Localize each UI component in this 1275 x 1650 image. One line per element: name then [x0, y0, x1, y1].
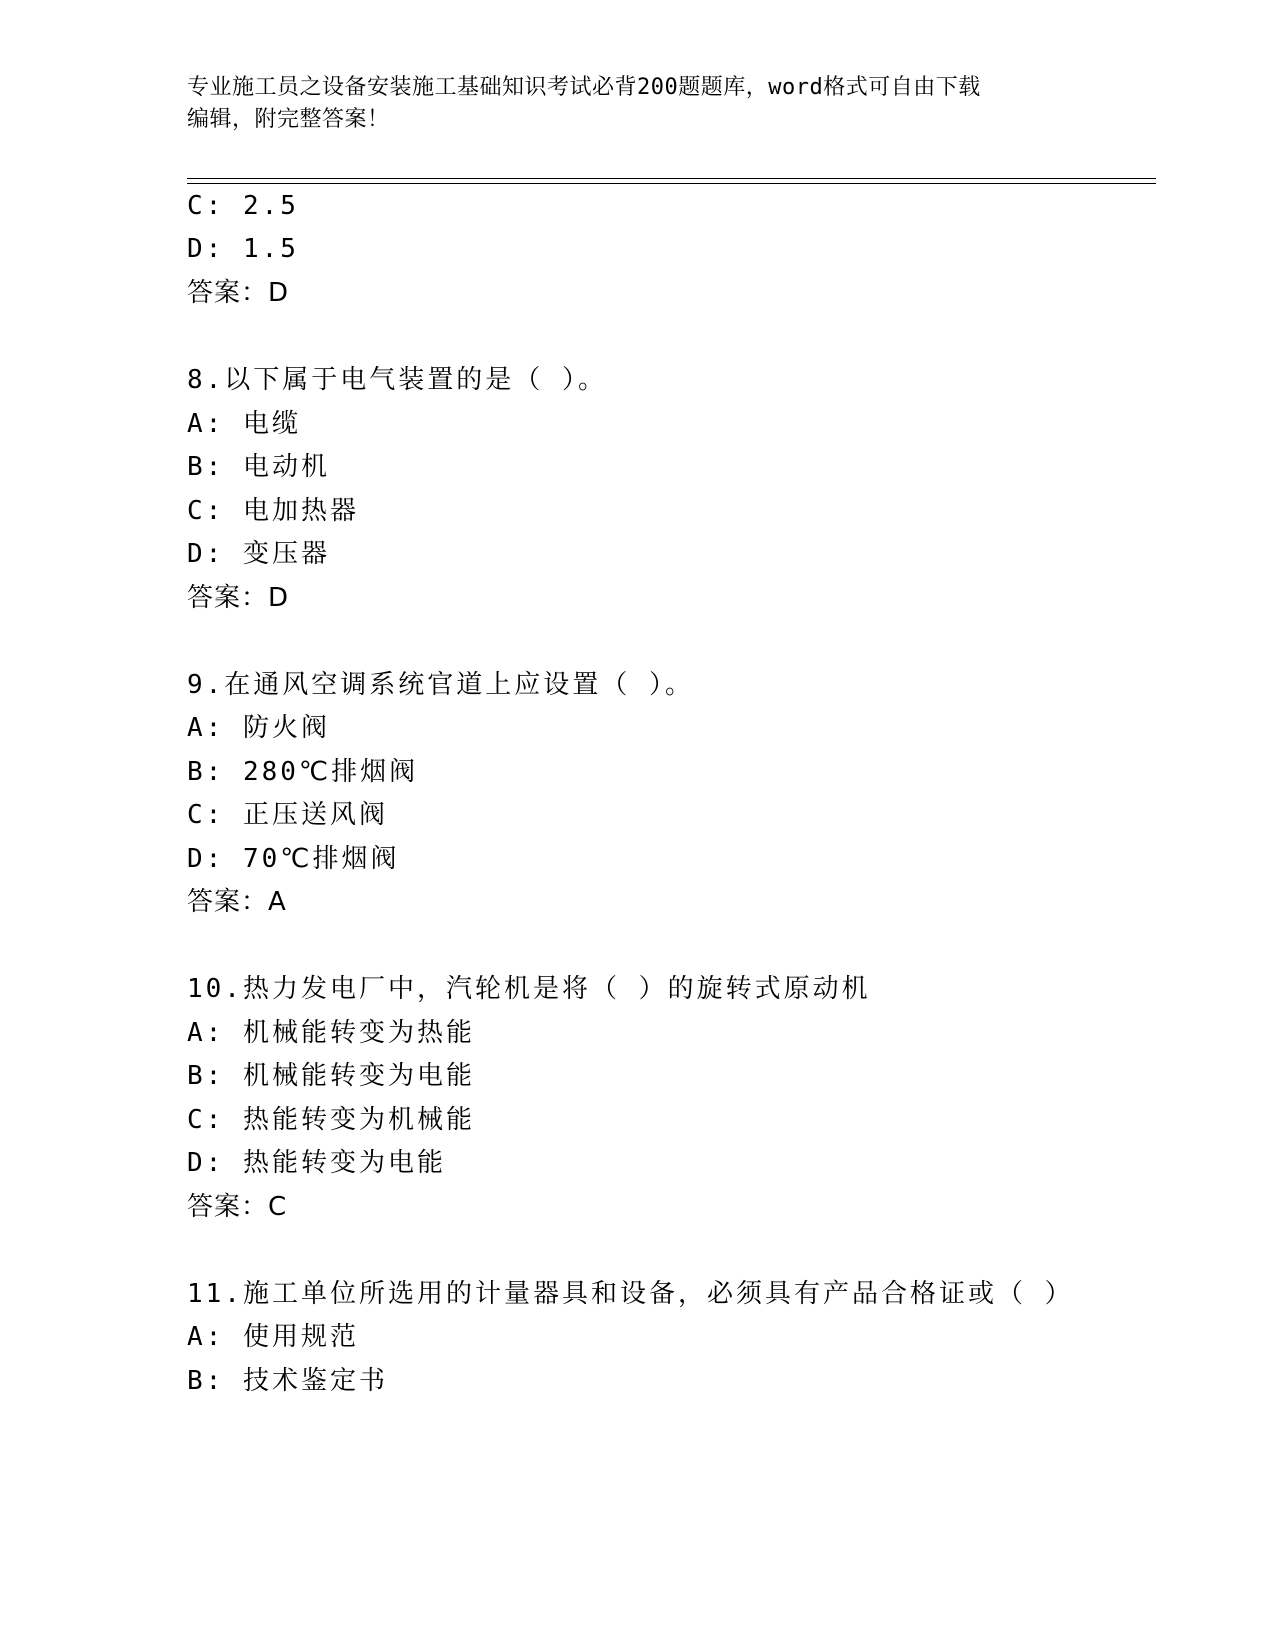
option-d: D: 热能转变为电能 [187, 1148, 446, 1178]
answer: 答案：D [187, 278, 290, 308]
answer: 答案：C [187, 1192, 288, 1222]
option-c: C: 热能转变为机械能 [187, 1105, 475, 1135]
answer: 答案：A [187, 887, 287, 917]
option-b: B: 机械能转变为电能 [187, 1061, 475, 1091]
option-c: C: 正压送风阀 [187, 800, 388, 830]
option-b: B: 电动机 [187, 452, 330, 482]
option-d: D: 1.5 [187, 234, 299, 264]
question-stem: 8.以下属于电气装置的是（ ）。 [187, 365, 607, 395]
header-line-2: 编辑，附完整答案！ [187, 107, 390, 132]
header-divider-top [187, 178, 1156, 179]
document-header [187, 72, 1067, 136]
option-d: D: 70℃排烟阀 [187, 844, 400, 874]
option-a: A: 电缆 [187, 409, 301, 439]
option-d: D: 变压器 [187, 539, 330, 569]
option-a: A: 防火阀 [187, 713, 330, 743]
question-stem: 9.在通风空调系统官道上应设置（ ）。 [187, 670, 694, 700]
option-a: A: 使用规范 [187, 1322, 359, 1352]
question-stem: 11.施工单位所选用的计量器具和设备，必须具有产品合格证或（ ） [187, 1279, 1074, 1309]
answer: 答案：D [187, 583, 290, 613]
option-b: B: 280℃排烟阀 [187, 757, 419, 787]
header-line-1: 专业施工员之设备安装施工基础知识考试必背200题题库，word格式可自由下载 [187, 75, 981, 100]
header-divider-bottom [187, 183, 1156, 184]
option-a: A: 机械能转变为热能 [187, 1018, 475, 1048]
option-c: C: 电加热器 [187, 496, 359, 526]
question-stem: 10.热力发电厂中，汽轮机是将（ ）的旋转式原动机 [187, 974, 871, 1004]
option-b: B: 技术鉴定书 [187, 1366, 388, 1396]
option-c: C: 2.5 [187, 191, 299, 221]
